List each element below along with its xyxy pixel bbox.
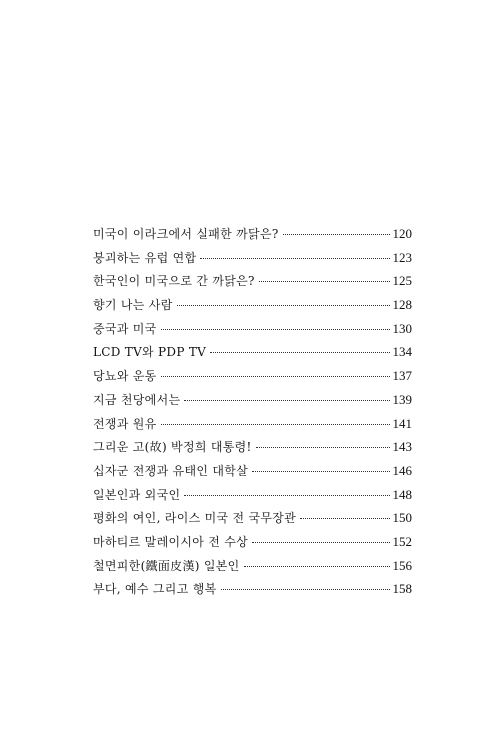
toc-entry (93, 530, 412, 554)
toc-entry (93, 246, 412, 270)
toc-dot-leader (244, 566, 390, 567)
toc-entry (93, 340, 412, 364)
toc-dot-leader (161, 329, 390, 330)
toc-entry (93, 554, 412, 578)
toc-entry-title: 붕괴하는 유럽 연합 (93, 250, 197, 265)
toc-entry-page-number: 152 (392, 533, 412, 549)
toc-entry-page-number: 137 (392, 368, 412, 384)
toc-entry-title: 향기 나는 사람 (93, 298, 173, 313)
toc-entry (93, 577, 412, 601)
toc-entry-page-number: 134 (392, 344, 412, 360)
toc-dot-leader (177, 305, 390, 306)
table-of-contents (93, 222, 412, 601)
toc-dot-leader (200, 258, 389, 259)
toc-entry-title: 미국이 이라크에서 실패한 까닭은? (93, 227, 279, 241)
toc-dot-leader (184, 400, 389, 401)
toc-entry (93, 412, 412, 436)
toc-entry-title: 평화의 여인, 라이스 미국 전 국무장관 (93, 511, 297, 526)
toc-dot-leader (210, 352, 389, 353)
toc-dot-leader (259, 281, 390, 282)
toc-entry (93, 269, 412, 293)
toc-entry-page-number: 120 (392, 226, 412, 241)
toc-dot-leader (161, 424, 390, 425)
toc-entry-title: 마하티르 말레이시아 전 수상 (93, 534, 249, 549)
toc-dot-leader (184, 495, 389, 496)
toc-entry (93, 364, 412, 388)
toc-dot-leader (252, 542, 389, 543)
toc-entry (93, 506, 412, 530)
toc-entry-title: 부다, 예수 그리고 행복 (93, 582, 217, 597)
toc-dot-leader (161, 376, 390, 377)
toc-entry-page-number: 128 (392, 297, 412, 313)
toc-entry-title: 한국인이 미국으로 간 까닭은? (93, 274, 255, 289)
toc-entry (93, 317, 412, 341)
toc-entry (93, 459, 412, 483)
toc-entry-page-number: 150 (392, 510, 412, 526)
toc-entry-page-number: 146 (392, 462, 412, 478)
toc-entry-title: 일본인과 외국인 (93, 487, 181, 502)
toc-entry-title: 지금 천당에서는 (93, 392, 181, 407)
toc-entry (93, 483, 412, 507)
toc-entry-page-number: 158 (392, 581, 412, 597)
toc-dot-leader (283, 234, 390, 235)
toc-dot-leader (300, 518, 389, 519)
toc-dot-leader (256, 447, 390, 448)
toc-entry-title: 십자군 전쟁과 유태인 대학살 (93, 463, 249, 478)
toc-entry-title: 중국과 미국 (93, 321, 157, 336)
toc-entry-page-number: 123 (392, 249, 412, 265)
toc-entry-page-number: 130 (392, 320, 412, 336)
toc-entry (93, 388, 412, 412)
toc-entry-title: LCD TV와 PDP TV (93, 345, 207, 360)
toc-entry-title: 그리운 고(故) 박정희 대통령! (93, 440, 252, 455)
toc-entry (93, 435, 412, 459)
toc-entry-page-number: 141 (392, 415, 412, 431)
toc-entry-page-number: 125 (392, 273, 412, 289)
toc-dot-leader (252, 471, 389, 472)
toc-entry (93, 222, 412, 246)
toc-entry-title: 전쟁과 원유 (93, 416, 157, 431)
toc-entry-title: 철면피한(鐵面皮漢) 일본인 (93, 558, 240, 573)
toc-dot-leader (221, 589, 390, 590)
toc-entry (93, 293, 412, 317)
toc-entry-page-number: 139 (392, 391, 412, 407)
toc-entry-title: 당뇨와 운동 (93, 369, 157, 384)
toc-entry-page-number: 148 (392, 486, 412, 502)
toc-entry-page-number: 156 (392, 557, 412, 573)
toc-entry-page-number: 143 (392, 439, 412, 455)
